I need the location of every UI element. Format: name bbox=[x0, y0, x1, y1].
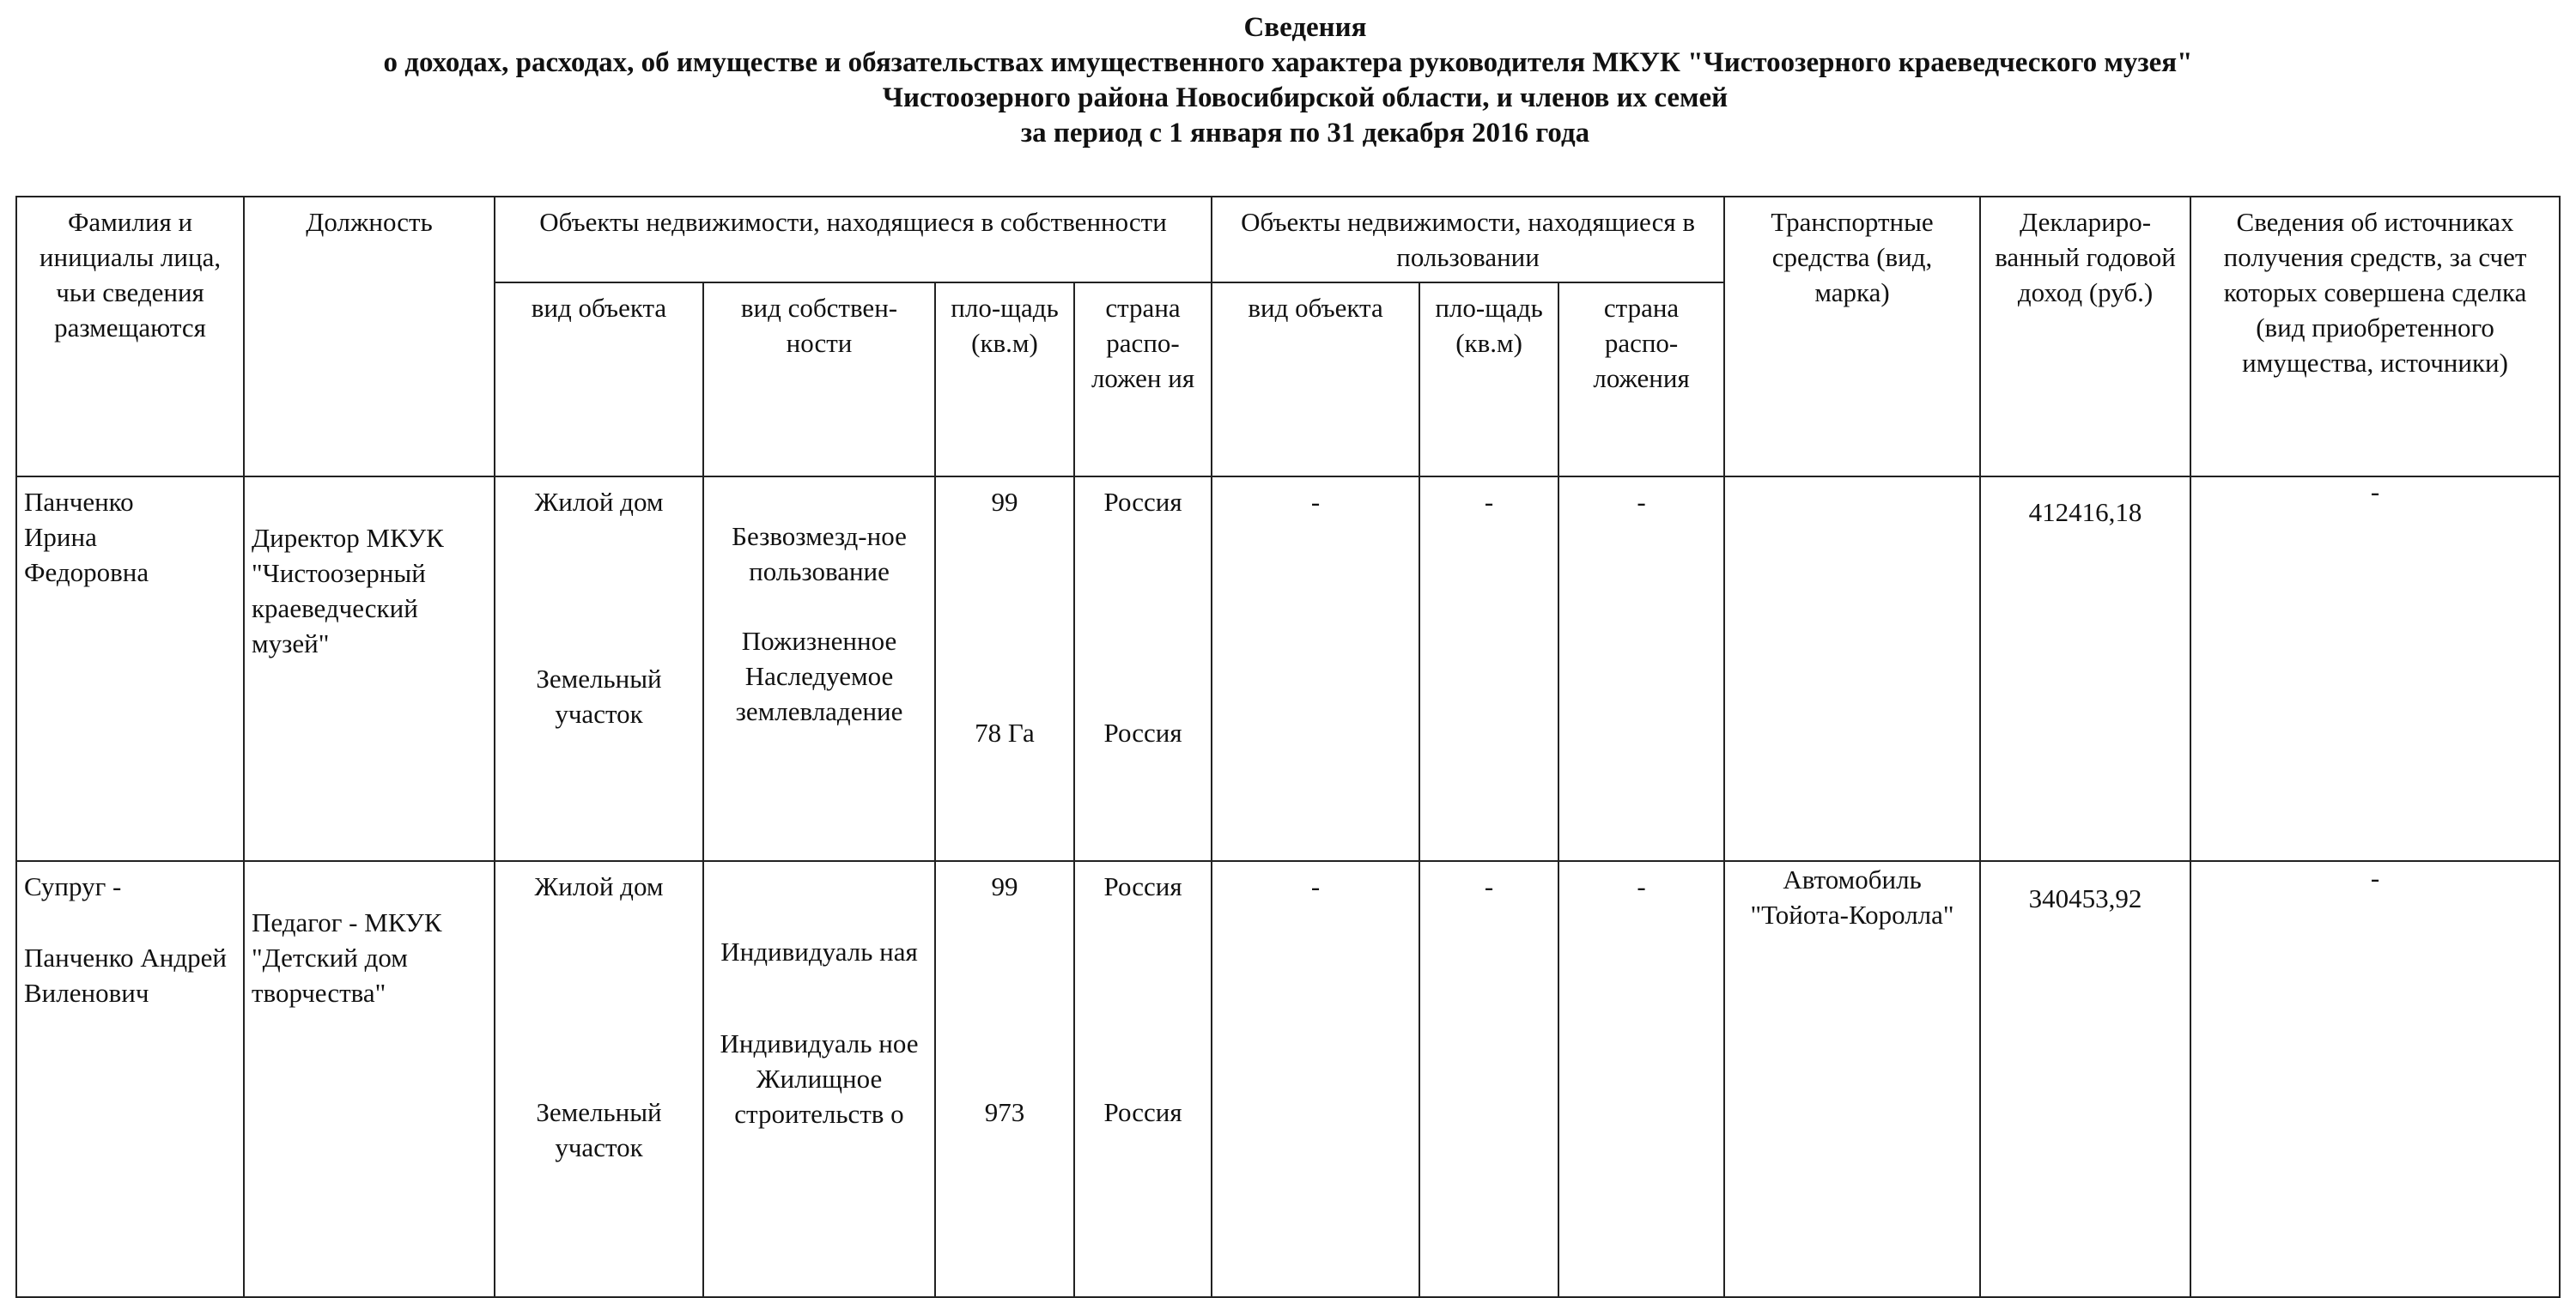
income-cell bbox=[1980, 861, 2190, 1297]
col-header-name: Фамилия и инициалы лица, чьи сведения размещаются bbox=[16, 197, 244, 476]
sources-value: - bbox=[2370, 863, 2380, 893]
ownership-type: Индивидуаль ная bbox=[720, 937, 918, 967]
used-area-value: - bbox=[1484, 487, 1494, 517]
heading-title: Сведения bbox=[1243, 12, 1367, 43]
used-type-cell bbox=[1212, 476, 1419, 861]
owned-country-cell bbox=[1074, 476, 1212, 861]
used-area-cell bbox=[1419, 476, 1558, 861]
ownership-type: Безвозмезд-ное пользование bbox=[732, 521, 907, 586]
used-type-cell bbox=[1212, 861, 1419, 1297]
col-header-owned-ownership: вид собствен-ности bbox=[703, 282, 935, 476]
owned-ownership-cell bbox=[703, 861, 935, 1297]
spouse-label: Супруг - bbox=[24, 871, 122, 901]
document-heading bbox=[0, 10, 2576, 151]
used-type-value: - bbox=[1310, 487, 1321, 517]
used-country-cell bbox=[1558, 476, 1724, 861]
col-header-transport: Транспортные средства (вид, марка) bbox=[1724, 197, 1980, 476]
used-country-cell bbox=[1558, 861, 1724, 1297]
object-area: 78 Га bbox=[975, 718, 1035, 748]
income-cell bbox=[1980, 476, 2190, 861]
object-country: Россия bbox=[1103, 718, 1182, 748]
col-header-used-area: пло-щадь (кв.м) bbox=[1419, 282, 1558, 476]
position-text: Педагог - МКУК "Детский дом творчества" bbox=[252, 907, 442, 1008]
object-area: 99 bbox=[991, 487, 1018, 517]
col-header-income: Деклариро-ванный годовой доход (руб.) bbox=[1980, 197, 2190, 476]
person-surname: Панченко bbox=[24, 487, 134, 517]
person-name-cell bbox=[16, 476, 244, 861]
object-country: Россия bbox=[1103, 487, 1182, 517]
ownership-type: Индивидуаль ное Жилищное строительств о bbox=[720, 1028, 919, 1129]
object-type: Жилой дом bbox=[534, 487, 664, 517]
object-type: Жилой дом bbox=[534, 871, 664, 901]
sources-cell bbox=[2190, 476, 2560, 861]
owned-type-cell bbox=[495, 476, 703, 861]
owned-area-cell bbox=[935, 861, 1074, 1297]
col-header-owned-country: страна распо-ложен ия bbox=[1074, 282, 1212, 476]
owned-ownership-cell bbox=[703, 476, 935, 861]
position-text: Директор МКУК "Чистоозерный краеведческий музей" bbox=[252, 523, 444, 658]
object-country: Россия bbox=[1103, 871, 1182, 901]
col-header-used-country: страна распо-ложения bbox=[1558, 282, 1724, 476]
table-row bbox=[16, 861, 2560, 1297]
sources-value: - bbox=[2370, 476, 2380, 506]
object-type: Земельный участок bbox=[536, 664, 662, 729]
sources-cell bbox=[2190, 861, 2560, 1297]
col-header-used-group: Объекты недвижимости, находящиеся в пользовании bbox=[1212, 197, 1724, 282]
col-header-owned-group: Объекты недвижимости, находящиеся в собственности bbox=[495, 197, 1212, 282]
object-area: 973 bbox=[984, 1097, 1025, 1127]
position-cell bbox=[244, 861, 495, 1297]
heading-region: Чистоозерного района Новосибирской области, и членов их семей bbox=[882, 82, 1728, 113]
person-name-cell bbox=[16, 861, 244, 1297]
table-row bbox=[16, 476, 2560, 861]
object-type: Земельный участок bbox=[536, 1097, 662, 1162]
col-header-used-type: вид объекта bbox=[1212, 282, 1419, 476]
person-full-name: Панченко Андрей Виленович bbox=[24, 943, 228, 1008]
used-type-value: - bbox=[1310, 871, 1321, 901]
used-area-cell bbox=[1419, 861, 1558, 1297]
used-area-value: - bbox=[1484, 871, 1494, 901]
col-header-position: Должность bbox=[244, 197, 495, 476]
person-patronymic: Федоровна bbox=[24, 557, 149, 587]
declaration-table bbox=[15, 196, 2561, 1298]
person-first-name: Ирина bbox=[24, 522, 97, 552]
col-header-owned-area: пло-щадь (кв.м) bbox=[935, 282, 1074, 476]
header-row-1 bbox=[16, 197, 2560, 282]
transport-value: Автомобиль "Тойота-Королла" bbox=[1750, 864, 1954, 930]
used-country-value: - bbox=[1637, 871, 1646, 901]
income-value: 340453,92 bbox=[2028, 883, 2142, 913]
col-header-owned-type: вид объекта bbox=[495, 282, 703, 476]
owned-type-cell bbox=[495, 861, 703, 1297]
heading-period: за период с 1 января по 31 декабря 2016 года bbox=[1020, 118, 1590, 149]
income-value: 412416,18 bbox=[2028, 497, 2142, 527]
ownership-type: Пожизненное Наследуемое землевладение bbox=[735, 626, 903, 726]
col-header-sources: Сведения об источниках получения средств, за счет которых совершена сделка (вид приобретенного имущества, источники) bbox=[2190, 197, 2560, 476]
used-country-value: - bbox=[1637, 487, 1646, 517]
transport-cell bbox=[1724, 476, 1980, 861]
heading-subtitle: о доходах, расходах, об имуществе и обязательствах имущественного характера руководителя МКУК "Чистоозерного краеведческого музея" bbox=[383, 47, 2193, 78]
object-country: Россия bbox=[1103, 1097, 1182, 1127]
object-area: 99 bbox=[991, 871, 1018, 901]
position-cell bbox=[244, 476, 495, 861]
owned-country-cell bbox=[1074, 861, 1212, 1297]
transport-cell bbox=[1724, 861, 1980, 1297]
owned-area-cell bbox=[935, 476, 1074, 861]
